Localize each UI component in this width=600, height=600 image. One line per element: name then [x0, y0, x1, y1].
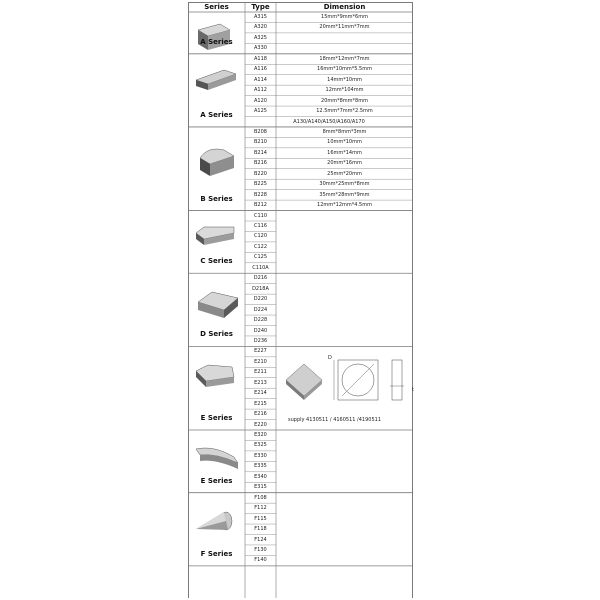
- dimension-cell: 30mm*25mm*8mm: [319, 181, 370, 188]
- type-cell: D228: [253, 317, 268, 324]
- type-cell: E330: [254, 452, 267, 459]
- type-cell: B214: [254, 149, 267, 156]
- series-label: D Series: [200, 330, 233, 339]
- type-cell: E320: [254, 432, 267, 438]
- type-cell: D216: [253, 275, 268, 282]
- series-label: A Series: [200, 110, 233, 119]
- type-cell: E227: [254, 348, 267, 355]
- dimension-cell: 20mm*8mm*8mm: [321, 97, 368, 104]
- series-header: Series: [204, 3, 229, 11]
- series-label: E Series: [200, 476, 233, 485]
- type-cell: F115: [254, 515, 267, 522]
- type-cell: A320: [254, 24, 267, 31]
- half-round-tip-icon: [194, 144, 240, 182]
- type-cell: E315: [254, 484, 267, 491]
- type-cell: A112: [254, 87, 267, 94]
- footer-cell: A130/A140/A150/A160/A170: [293, 118, 365, 125]
- type-cell: E220: [254, 421, 267, 428]
- specification-table: [188, 2, 413, 598]
- drawing-label-t: t: [412, 387, 414, 394]
- pentagon-tip-icon: [194, 363, 240, 401]
- dimension-cell: 35mm*28mm*9mm: [319, 191, 370, 198]
- type-cell: F112: [254, 505, 267, 512]
- dimension-cell: 20mm*11mm*7mm: [319, 24, 370, 31]
- type-cell: A120: [254, 97, 267, 104]
- dimension-cell: 16mm*14mm: [327, 149, 362, 156]
- type-cell: C125: [253, 254, 268, 261]
- type-cell: B225: [254, 181, 267, 188]
- type-cell: E213: [254, 379, 267, 386]
- insert-isometric-icon: [284, 358, 326, 408]
- type-cell: E216: [254, 411, 267, 418]
- type-cell: A116: [254, 66, 267, 73]
- insert-dimension-drawing: [332, 356, 408, 408]
- type-cell: A114: [254, 76, 267, 83]
- type-cell: D236: [253, 337, 268, 344]
- curved-bar-tip-icon: [194, 443, 240, 481]
- type-cell: C116: [253, 223, 268, 229]
- dimension-cell: 14mm*10mm: [327, 76, 362, 83]
- type-cell: D220: [253, 296, 268, 303]
- type-cell: E325: [254, 442, 267, 449]
- dimension-cell: 12mm*12mm*4.5mm: [317, 202, 372, 209]
- cone-tip-icon: [194, 507, 240, 545]
- dimension-cell: 8mm*8mm*3mm: [322, 128, 367, 135]
- type-cell: E211: [254, 369, 267, 376]
- type-cell: B216: [254, 160, 267, 167]
- type-cell: A325: [254, 34, 267, 41]
- dimension-header: Dimension: [323, 3, 366, 11]
- angled-bar-tip-icon: [194, 223, 240, 261]
- dimension-cell: 12mm*104mm: [325, 87, 364, 94]
- series-label: E Series: [200, 414, 233, 422]
- type-cell: C122: [253, 243, 268, 250]
- dimension-cell: 12.5mm*7mm*2.5mm: [316, 108, 373, 115]
- type-cell: B210: [254, 139, 267, 146]
- series-label: A Series: [200, 37, 233, 46]
- type-cell: F124: [254, 536, 267, 543]
- dimension-cell: 16mm*10mm*5.5mm: [317, 66, 372, 73]
- type-cell: C120: [253, 233, 268, 240]
- type-cell: A125: [254, 108, 267, 115]
- series-label: F Series: [200, 549, 233, 558]
- type-cell: E215: [254, 400, 267, 407]
- type-cell: A330: [254, 45, 267, 52]
- dimension-cell: 20mm*16mm: [327, 160, 362, 167]
- flat-bar-tip-icon: [194, 68, 240, 106]
- type-cell: E340: [254, 473, 267, 480]
- type-cell: B212: [254, 202, 267, 209]
- type-cell: E335: [254, 463, 267, 470]
- type-cell: B208: [254, 128, 267, 135]
- dimension-cell: 25mm*20mm: [327, 170, 362, 177]
- dimension-cell: 10mm*10mm: [327, 139, 362, 146]
- type-cell: F140: [254, 557, 267, 564]
- type-cell: D224: [253, 306, 268, 313]
- type-header: Type: [251, 3, 270, 11]
- type-cell: B228: [254, 191, 267, 198]
- dimension-cell: 15mm*9mm*6mm: [321, 14, 368, 20]
- type-cell: D240: [253, 327, 268, 334]
- type-cell: E214: [254, 390, 267, 397]
- type-cell: C110A: [252, 264, 269, 271]
- type-cell: F108: [254, 494, 267, 501]
- type-cell: B220: [254, 170, 267, 177]
- type-cell: D218A: [252, 285, 269, 292]
- type-cell: A315: [254, 14, 267, 20]
- rhombic-tip-icon: [194, 288, 240, 326]
- series-label: C Series: [200, 257, 233, 266]
- drawing-label-d: D: [328, 355, 332, 362]
- type-cell: E210: [254, 358, 267, 365]
- dimension-cell: 18mm*12mm*7mm: [319, 55, 370, 62]
- type-cell: F118: [254, 526, 267, 533]
- type-cell: F130: [254, 546, 267, 553]
- type-cell: A118: [254, 55, 267, 62]
- type-cell: C110: [253, 212, 268, 219]
- series-label: B Series: [200, 194, 233, 203]
- supply-note: supply 4130511 / 4160511 /4190511: [288, 417, 382, 423]
